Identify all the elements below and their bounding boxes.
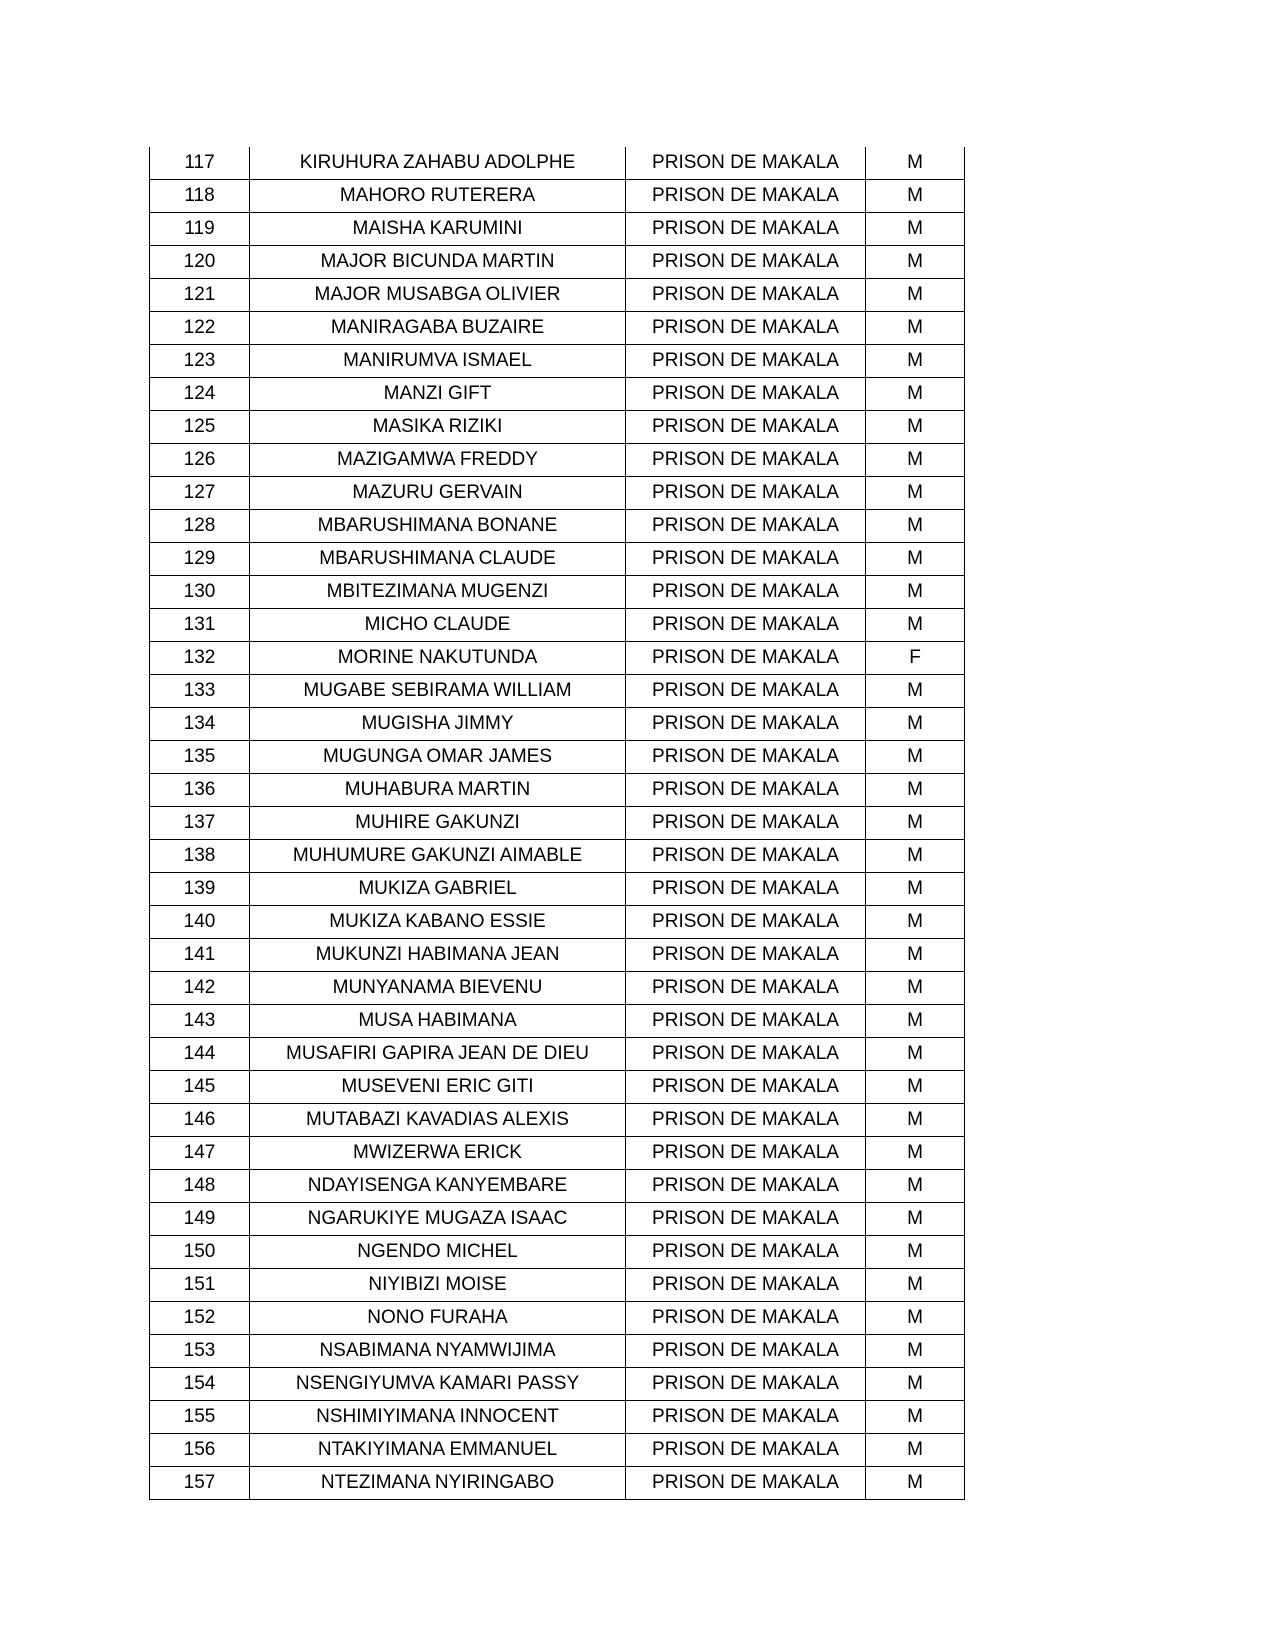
row-number-cell: 117 (150, 147, 250, 180)
row-number-cell: 130 (150, 576, 250, 609)
sex-cell: M (866, 279, 965, 312)
table-row (150, 1269, 965, 1302)
row-number-cell: 145 (150, 1071, 250, 1104)
row-number-cell: 153 (150, 1335, 250, 1368)
location-cell: PRISON DE MAKALA (626, 378, 866, 411)
sex-cell: M (866, 246, 965, 279)
sex-cell: M (866, 576, 965, 609)
sex-cell: F (866, 642, 965, 675)
row-number-cell: 135 (150, 741, 250, 774)
person-name-cell: MBARUSHIMANA BONANE (250, 510, 626, 543)
sex-cell: M (866, 1335, 965, 1368)
person-name-cell: MAHORO RUTERERA (250, 180, 626, 213)
person-name-cell: MAZIGAMWA FREDDY (250, 444, 626, 477)
person-name-cell: MANZI GIFT (250, 378, 626, 411)
location-cell: PRISON DE MAKALA (626, 1335, 866, 1368)
row-number-cell: 141 (150, 939, 250, 972)
row-number-cell: 149 (150, 1203, 250, 1236)
person-name-cell: MORINE NAKUTUNDA (250, 642, 626, 675)
row-number-cell: 129 (150, 543, 250, 576)
table-row (150, 477, 965, 510)
location-cell: PRISON DE MAKALA (626, 279, 866, 312)
location-cell: PRISON DE MAKALA (626, 345, 866, 378)
person-name-cell: MUKIZA GABRIEL (250, 873, 626, 906)
row-number-cell: 123 (150, 345, 250, 378)
table-row (150, 1401, 965, 1434)
sex-cell: M (866, 675, 965, 708)
location-cell: PRISON DE MAKALA (626, 1071, 866, 1104)
row-number-cell: 157 (150, 1467, 250, 1500)
location-cell: PRISON DE MAKALA (626, 675, 866, 708)
table-row (150, 1005, 965, 1038)
person-name-cell: NONO FURAHA (250, 1302, 626, 1335)
person-name-cell: MAJOR MUSABGA OLIVIER (250, 279, 626, 312)
table-row (150, 939, 965, 972)
sex-cell: M (866, 1368, 965, 1401)
table-row (150, 345, 965, 378)
sex-cell: M (866, 1269, 965, 1302)
person-name-cell: NSENGIYUMVA KAMARI PASSY (250, 1368, 626, 1401)
person-name-cell: MAJOR BICUNDA MARTIN (250, 246, 626, 279)
table-row (150, 1038, 965, 1071)
location-cell: PRISON DE MAKALA (626, 444, 866, 477)
sex-cell: M (866, 1434, 965, 1467)
row-number-cell: 119 (150, 213, 250, 246)
row-number-cell: 131 (150, 609, 250, 642)
location-cell: PRISON DE MAKALA (626, 213, 866, 246)
row-number-cell: 138 (150, 840, 250, 873)
sex-cell: M (866, 1236, 965, 1269)
sex-cell: M (866, 807, 965, 840)
location-cell: PRISON DE MAKALA (626, 1368, 866, 1401)
table-row (150, 312, 965, 345)
sex-cell: M (866, 345, 965, 378)
table-row (150, 1170, 965, 1203)
location-cell: PRISON DE MAKALA (626, 180, 866, 213)
location-cell: PRISON DE MAKALA (626, 411, 866, 444)
sex-cell: M (866, 213, 965, 246)
row-number-cell: 143 (150, 1005, 250, 1038)
sex-cell: M (866, 411, 965, 444)
sex-cell: M (866, 840, 965, 873)
person-name-cell: MUSAFIRI GAPIRA JEAN DE DIEU (250, 1038, 626, 1071)
location-cell: PRISON DE MAKALA (626, 1170, 866, 1203)
location-cell: PRISON DE MAKALA (626, 510, 866, 543)
row-number-cell: 134 (150, 708, 250, 741)
person-name-cell: NDAYISENGA KANYEMBARE (250, 1170, 626, 1203)
row-number-cell: 148 (150, 1170, 250, 1203)
table-row (150, 246, 965, 279)
location-cell: PRISON DE MAKALA (626, 543, 866, 576)
sex-cell: M (866, 873, 965, 906)
row-number-cell: 139 (150, 873, 250, 906)
row-number-cell: 142 (150, 972, 250, 1005)
sex-cell: M (866, 147, 965, 180)
table-row (150, 1203, 965, 1236)
person-name-cell: NGARUKIYE MUGAZA ISAAC (250, 1203, 626, 1236)
person-name-cell: MUSEVENI ERIC GITI (250, 1071, 626, 1104)
table-row (150, 675, 965, 708)
location-cell: PRISON DE MAKALA (626, 1104, 866, 1137)
sex-cell: M (866, 1071, 965, 1104)
location-cell: PRISON DE MAKALA (626, 774, 866, 807)
location-cell: PRISON DE MAKALA (626, 939, 866, 972)
row-number-cell: 147 (150, 1137, 250, 1170)
person-name-cell: MAISHA KARUMINI (250, 213, 626, 246)
person-name-cell: NTEZIMANA NYIRINGABO (250, 1467, 626, 1500)
sex-cell: M (866, 543, 965, 576)
location-cell: PRISON DE MAKALA (626, 1269, 866, 1302)
sex-cell: M (866, 939, 965, 972)
sex-cell: M (866, 378, 965, 411)
sex-cell: M (866, 312, 965, 345)
location-cell: PRISON DE MAKALA (626, 1467, 866, 1500)
person-name-cell: NSHIMIYIMANA INNOCENT (250, 1401, 626, 1434)
person-name-cell: MUHIRE GAKUNZI (250, 807, 626, 840)
sex-cell: M (866, 741, 965, 774)
table-row (150, 279, 965, 312)
row-number-cell: 133 (150, 675, 250, 708)
location-cell: PRISON DE MAKALA (626, 1302, 866, 1335)
location-cell: PRISON DE MAKALA (626, 807, 866, 840)
person-name-cell: MBARUSHIMANA CLAUDE (250, 543, 626, 576)
sex-cell: M (866, 1302, 965, 1335)
person-name-cell: MBITEZIMANA MUGENZI (250, 576, 626, 609)
row-number-cell: 128 (150, 510, 250, 543)
location-cell: PRISON DE MAKALA (626, 576, 866, 609)
row-number-cell: 144 (150, 1038, 250, 1071)
person-name-cell: MUKIZA KABANO ESSIE (250, 906, 626, 939)
table-row (150, 1104, 965, 1137)
location-cell: PRISON DE MAKALA (626, 840, 866, 873)
row-number-cell: 118 (150, 180, 250, 213)
person-name-cell: MICHO CLAUDE (250, 609, 626, 642)
person-name-cell: MWIZERWA ERICK (250, 1137, 626, 1170)
table-row (150, 609, 965, 642)
row-number-cell: 122 (150, 312, 250, 345)
sex-cell: M (866, 510, 965, 543)
row-number-cell: 127 (150, 477, 250, 510)
table-row (150, 147, 965, 180)
person-name-cell: NGENDO MICHEL (250, 1236, 626, 1269)
table-row (150, 906, 965, 939)
location-cell: PRISON DE MAKALA (626, 246, 866, 279)
table-row (150, 213, 965, 246)
sex-cell: M (866, 444, 965, 477)
location-cell: PRISON DE MAKALA (626, 1137, 866, 1170)
location-cell: PRISON DE MAKALA (626, 1203, 866, 1236)
location-cell: PRISON DE MAKALA (626, 1005, 866, 1038)
location-cell: PRISON DE MAKALA (626, 972, 866, 1005)
person-name-cell: NTAKIYIMANA EMMANUEL (250, 1434, 626, 1467)
row-number-cell: 137 (150, 807, 250, 840)
row-number-cell: 121 (150, 279, 250, 312)
person-name-cell: MUGABE SEBIRAMA WILLIAM (250, 675, 626, 708)
table-row (150, 642, 965, 675)
table-row (150, 510, 965, 543)
sex-cell: M (866, 1005, 965, 1038)
sex-cell: M (866, 1467, 965, 1500)
roster-table (149, 147, 965, 1500)
row-number-cell: 150 (150, 1236, 250, 1269)
table-row (150, 1137, 965, 1170)
sex-cell: M (866, 180, 965, 213)
table-row (150, 840, 965, 873)
roster-table-body (150, 147, 965, 1500)
table-row (150, 873, 965, 906)
location-cell: PRISON DE MAKALA (626, 1401, 866, 1434)
row-number-cell: 146 (150, 1104, 250, 1137)
person-name-cell: KIRUHURA ZAHABU ADOLPHE (250, 147, 626, 180)
row-number-cell: 151 (150, 1269, 250, 1302)
location-cell: PRISON DE MAKALA (626, 642, 866, 675)
person-name-cell: MUHUMURE GAKUNZI AIMABLE (250, 840, 626, 873)
location-cell: PRISON DE MAKALA (626, 477, 866, 510)
row-number-cell: 152 (150, 1302, 250, 1335)
person-name-cell: MUTABAZI KAVADIAS ALEXIS (250, 1104, 626, 1137)
table-row (150, 1071, 965, 1104)
person-name-cell: NSABIMANA NYAMWIJIMA (250, 1335, 626, 1368)
table-row (150, 1467, 965, 1500)
location-cell: PRISON DE MAKALA (626, 1236, 866, 1269)
person-name-cell: MUSA HABIMANA (250, 1005, 626, 1038)
sex-cell: M (866, 708, 965, 741)
table-row (150, 444, 965, 477)
table-row (150, 741, 965, 774)
table-row (150, 1302, 965, 1335)
row-number-cell: 156 (150, 1434, 250, 1467)
row-number-cell: 136 (150, 774, 250, 807)
location-cell: PRISON DE MAKALA (626, 1038, 866, 1071)
table-row (150, 1434, 965, 1467)
table-row (150, 411, 965, 444)
table-row (150, 708, 965, 741)
sex-cell: M (866, 477, 965, 510)
table-row (150, 774, 965, 807)
table-row (150, 807, 965, 840)
person-name-cell: MASIKA RIZIKI (250, 411, 626, 444)
location-cell: PRISON DE MAKALA (626, 312, 866, 345)
person-name-cell: MUGUNGA OMAR JAMES (250, 741, 626, 774)
location-cell: PRISON DE MAKALA (626, 873, 866, 906)
table-row (150, 1368, 965, 1401)
sex-cell: M (866, 774, 965, 807)
table-row (150, 378, 965, 411)
sex-cell: M (866, 1170, 965, 1203)
person-name-cell: MUKUNZI HABIMANA JEAN (250, 939, 626, 972)
location-cell: PRISON DE MAKALA (626, 741, 866, 774)
row-number-cell: 154 (150, 1368, 250, 1401)
person-name-cell: MUHABURA MARTIN (250, 774, 626, 807)
row-number-cell: 132 (150, 642, 250, 675)
location-cell: PRISON DE MAKALA (626, 147, 866, 180)
sex-cell: M (866, 906, 965, 939)
sex-cell: M (866, 609, 965, 642)
location-cell: PRISON DE MAKALA (626, 906, 866, 939)
row-number-cell: 124 (150, 378, 250, 411)
person-name-cell: MUNYANAMA BIEVENU (250, 972, 626, 1005)
location-cell: PRISON DE MAKALA (626, 609, 866, 642)
person-name-cell: MAZURU GERVAIN (250, 477, 626, 510)
person-name-cell: MANIRAGABA BUZAIRE (250, 312, 626, 345)
location-cell: PRISON DE MAKALA (626, 1434, 866, 1467)
person-name-cell: MANIRUMVA ISMAEL (250, 345, 626, 378)
sex-cell: M (866, 1104, 965, 1137)
location-cell: PRISON DE MAKALA (626, 708, 866, 741)
table-row (150, 1335, 965, 1368)
table-row (150, 576, 965, 609)
table-row (150, 543, 965, 576)
sex-cell: M (866, 1203, 965, 1236)
sex-cell: M (866, 1038, 965, 1071)
person-name-cell: MUGISHA JIMMY (250, 708, 626, 741)
table-row (150, 972, 965, 1005)
row-number-cell: 155 (150, 1401, 250, 1434)
row-number-cell: 120 (150, 246, 250, 279)
table-row (150, 180, 965, 213)
person-name-cell: NIYIBIZI MOISE (250, 1269, 626, 1302)
sex-cell: M (866, 1401, 965, 1434)
sex-cell: M (866, 1137, 965, 1170)
row-number-cell: 125 (150, 411, 250, 444)
row-number-cell: 140 (150, 906, 250, 939)
sex-cell: M (866, 972, 965, 1005)
row-number-cell: 126 (150, 444, 250, 477)
table-row (150, 1236, 965, 1269)
